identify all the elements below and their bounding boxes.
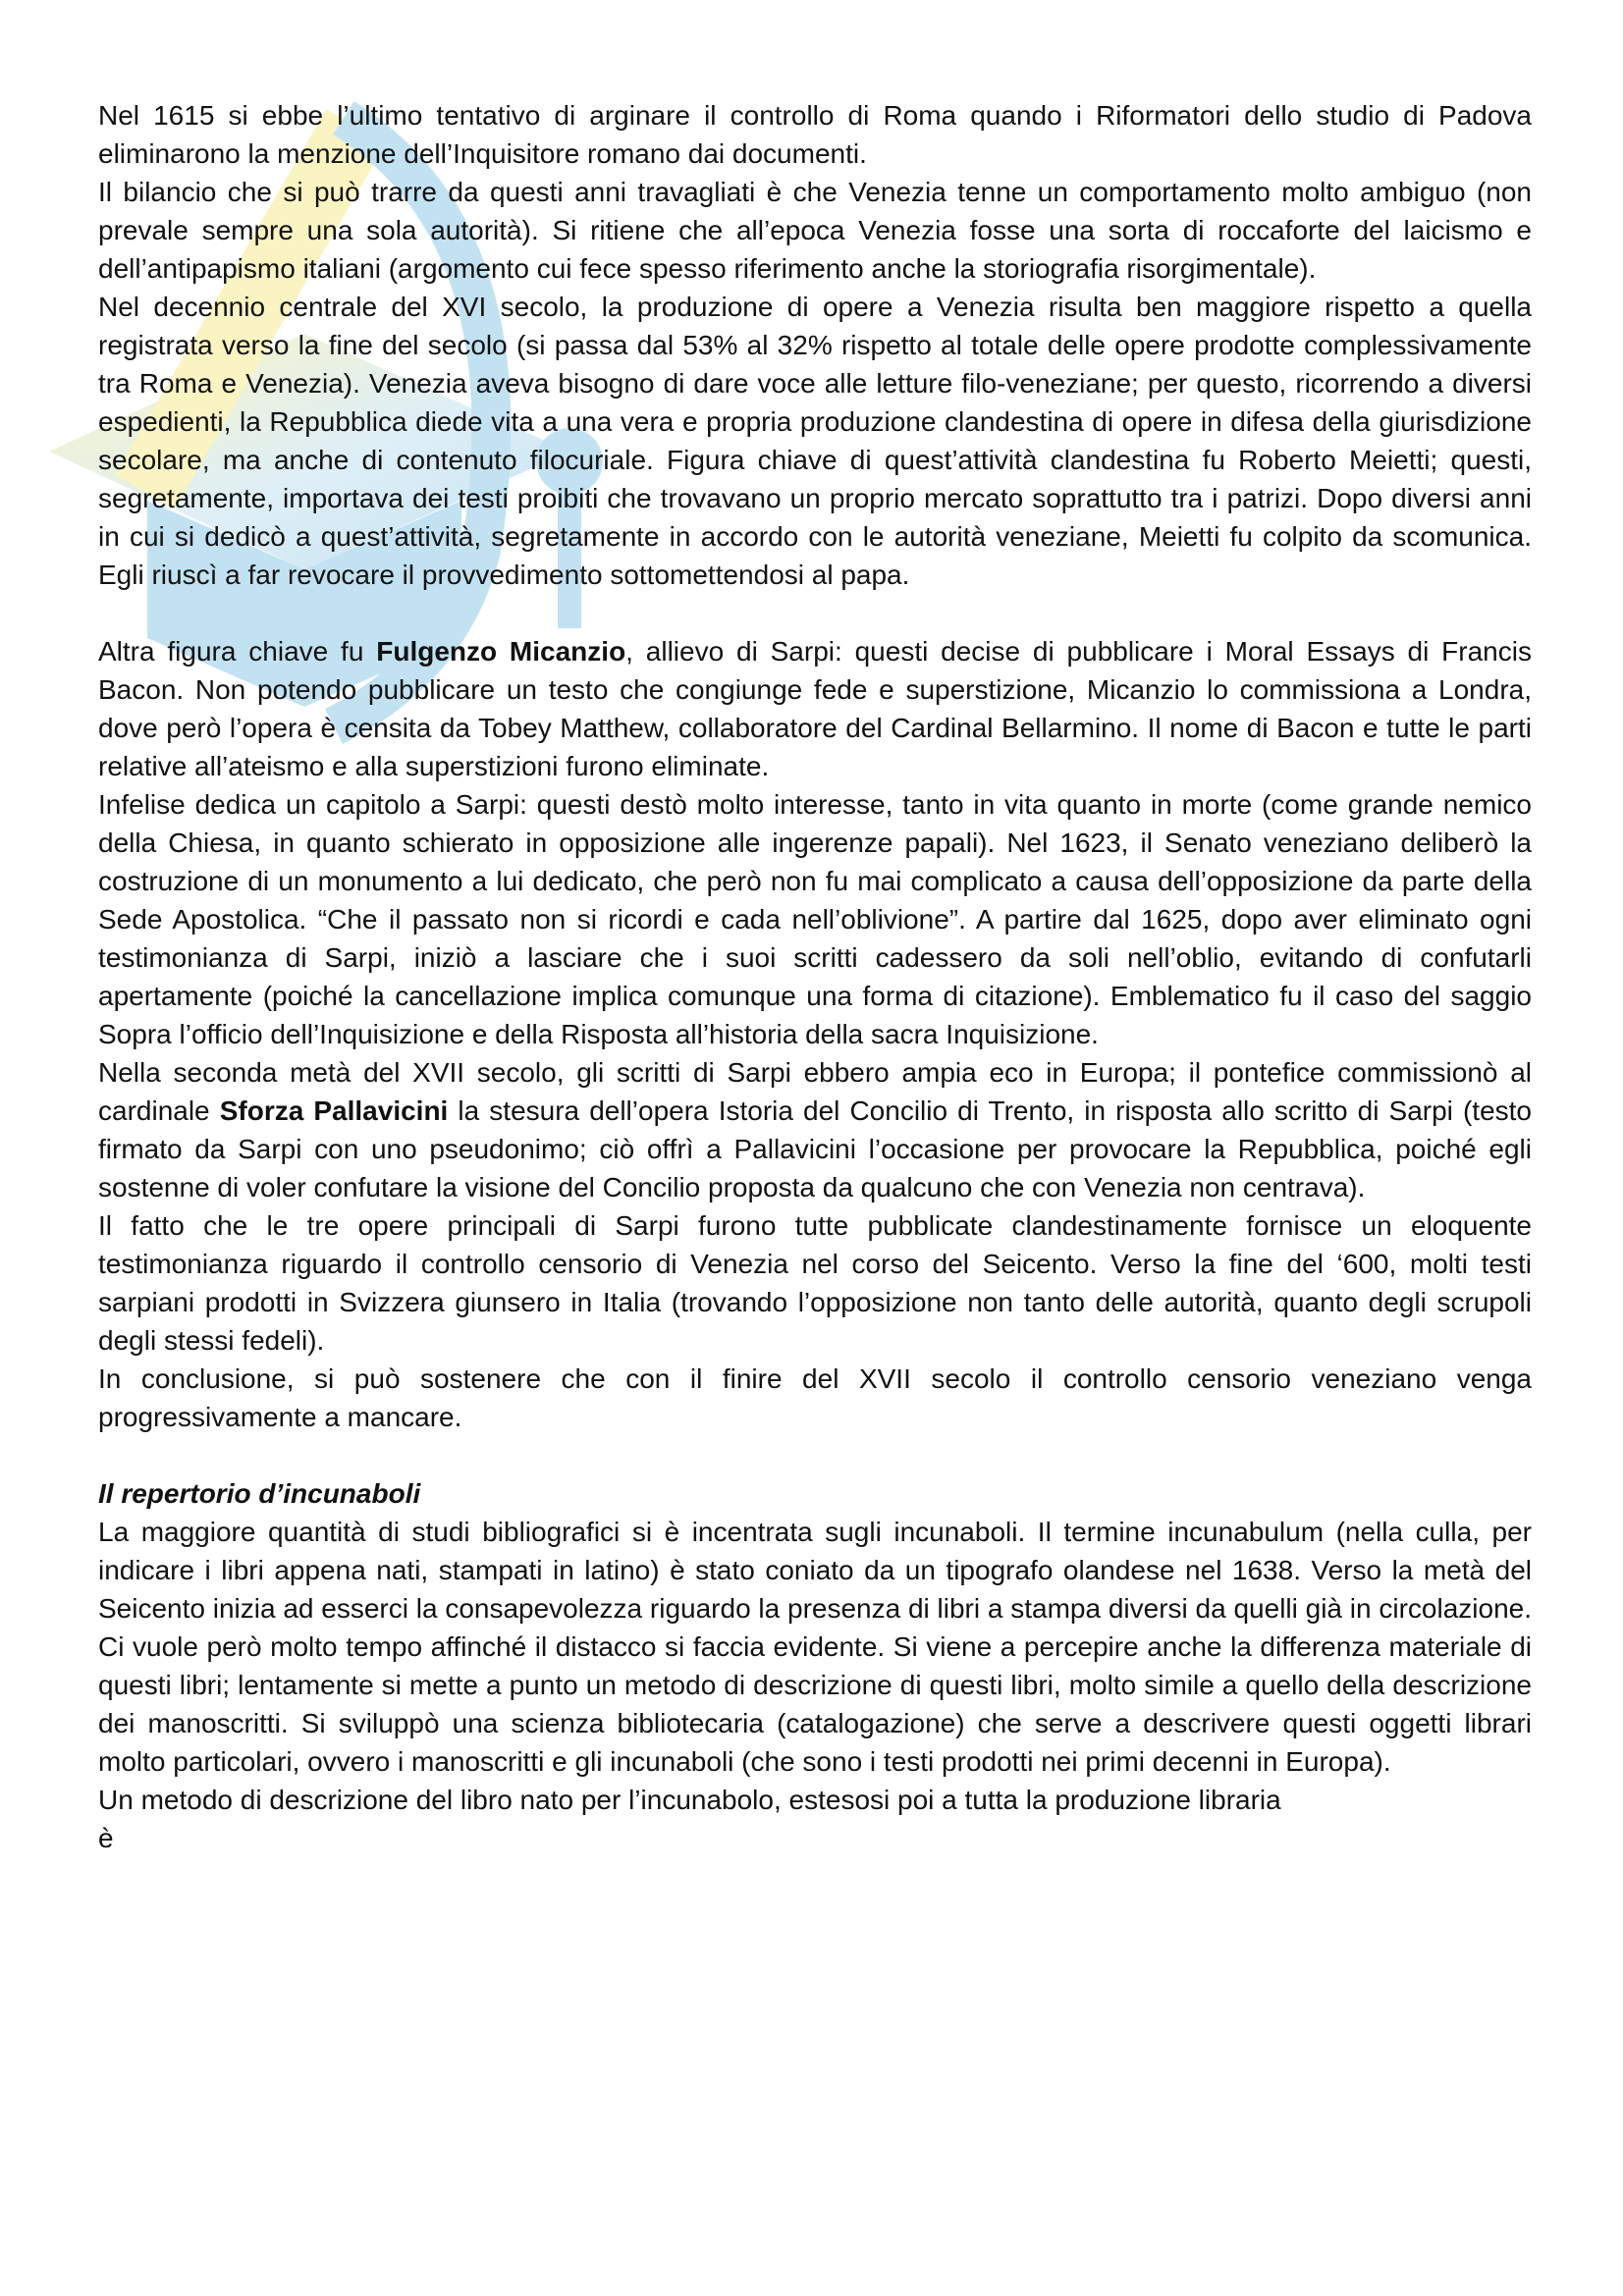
paragraph-6 — [98, 1053, 1532, 1206]
paragraph-4-text-end: , allievo di Sarpi: questi decise di pubblicare i Moral Essays di Francis Bacon. Non potendo pubblicare un testo che congiunge fede e superstizione, Micanzio lo commissiona a Londra, dove però l’opera è censita da Tobey Matthew, collaboratore del Cardinal Bellarmino. Il nome di Bacon e tutte le parti relative all’ateismo e alla superstizioni furono eliminate. — [98, 636, 1532, 781]
bold-name-pallavicini: Sforza Pallavicini — [219, 1095, 449, 1126]
section-spacer — [98, 1436, 1532, 1474]
paragraph-5: Infelise dedica un capitolo a Sarpi: questi destò molto interesse, tanto in vita quanto in morte (come grande nemico della Chiesa, in quanto schierato in opposizione alle ingerenze papali). Nel 1623, il Senato veneziano deliberò la costruzione di un monumento a lui dedicato, che però non fu mai complicato a causa dell’opposizione da parte della Sede Apostolica. “Che il passato non si ricordi e cada nell’oblivione”. A partire dal 1625, dopo aver eliminato ogni testimonianza di Sarpi, iniziò a lasciare che i suoi scritti cadessero da soli nell’oblio, evitando di confutarli apertamente (poiché la cancellazione implica comunque una forma di citazione). Emblematico fu il caso del saggio Sopra l’officio dell’Inquisizione e della Risposta all’historia della sacra Inquisizione. — [98, 789, 1532, 1049]
paragraph-4-text-start: Altra figura chiave fu — [98, 636, 377, 667]
document-page — [98, 96, 1532, 1857]
paragraph-spacer — [98, 594, 1532, 632]
paragraph-6-text-start: Nella seconda metà del XVII secolo, gli scritti di Sarpi ebbero ampia eco in Europa; il pontefice commissionò al cardinale — [98, 1057, 1532, 1126]
paragraph-6-text-end: la stesura dell’opera Istoria del Concilio di Trento, in risposta allo scritto di Sarpi (testo firmato da Sarpi con uno pseudonimo; ciò offrì a Pallavicini l’occasione per provocare la Repubblica, poiché egli sostenne di voler confutare la visione del Concilio proposta da qualcuno che con Venezia non centrava). — [98, 1095, 1533, 1202]
paragraph-1: Nel 1615 si ebbe l’ultimo tentativo di arginare il controllo di Roma quando i Riformatori dello studio di Padova eliminarono la menzione dell’Inquisitore romano dai documenti. — [98, 100, 1532, 169]
paragraph-9: La maggiore quantità di studi bibliografici si è incentrata sugli incunaboli. Il termine incunabulum (nella culla, per indicare i libri appena nati, stampati in latino) è stato coniato da un tipografo olandese nel 1638. Verso la metà del Seicento inizia ad esserci la consapevolezza riguardo la presenza di libri a stampa diversi da quelli già in circolazione. Ci vuole però molto tempo affinché il distacco si faccia evidente. Si viene a percepire anche la differenza materiale di questi libri; lentamente si mette a punto un metodo di descrizione di questi libri, molto simile a quello della descrizione dei manoscritti. Si sviluppò una scienza bibliotecaria (catalogazione) che serve a descrivere questi oggetti librari molto particolari, ovvero i manoscritti e gli incunaboli (che sono i testi prodotti nei primi decenni in Europa). — [98, 1517, 1532, 1777]
paragraph-7: Il fatto che le tre opere principali di Sarpi furono tutte pubblicate clandestinamente fornisce un eloquente testimonianza riguardo il controllo censorio di Venezia nel corso del Seicento. Verso la fine del ‘600, molti testi sarpiani prodotti in Svizzera giunsero in Italia (trovando l’opposizione non tanto delle autorità, quanto degli scrupoli degli stessi fedeli). — [98, 1210, 1532, 1356]
section-heading: Il repertorio d’incunaboli — [98, 1478, 421, 1509]
paragraph-8: In conclusione, si può sostenere che con il finire del XVII secolo il controllo censorio veneziano venga progressivamente a mancare. — [98, 1363, 1532, 1432]
paragraph-2: Il bilancio che si può trarre da questi anni travagliati è che Venezia tenne un comportamento molto ambiguo (non prevale sempre una sola autorità). Si ritiene che all’epoca Venezia fosse una sorta di roccaforte del laicismo e dell’antipapismo italiani (argomento cui fece spesso riferimento anche la storiografia risorgimentale). — [98, 177, 1532, 284]
paragraph-3: Nel decennio centrale del XVI secolo, la produzione di opere a Venezia risulta ben maggiore rispetto a quella registrata verso la fine del secolo (si passa dal 53% al 32% rispetto al totale delle opere prodotte complessivamente tra Roma e Venezia). Venezia aveva bisogno di dare voce alle letture filo-veneziane; per questo, ricorrendo a diversi espedienti, la Repubblica diede vita a una vera e propria produzione clandestina di opere in difesa della giurisdizione secolare, ma anche di contenuto filocuriale. Figura chiave di quest’attività clandestina fu Roberto Meietti; questi, segretamente, importava dei testi proibiti che trovavano un proprio mercato soprattutto tra i patrizi. Dopo diversi anni in cui si dedicò a quest’attività, segretamente in accordo con le autorità veneziane, Meietti fu colpito da scomunica. Egli riuscì a far revocare il provvedimento sottomettendosi al papa. — [98, 292, 1532, 590]
paragraph-10: Un metodo di descrizione del libro nato per l’incunabolo, estesosi poi a tutta la produzione libraria — [98, 1785, 1281, 1815]
bold-name-micanzio: Fulgenzo Micanzio — [376, 636, 626, 667]
paragraph-4 — [98, 632, 1532, 785]
paragraph-11: è — [98, 1823, 114, 1853]
